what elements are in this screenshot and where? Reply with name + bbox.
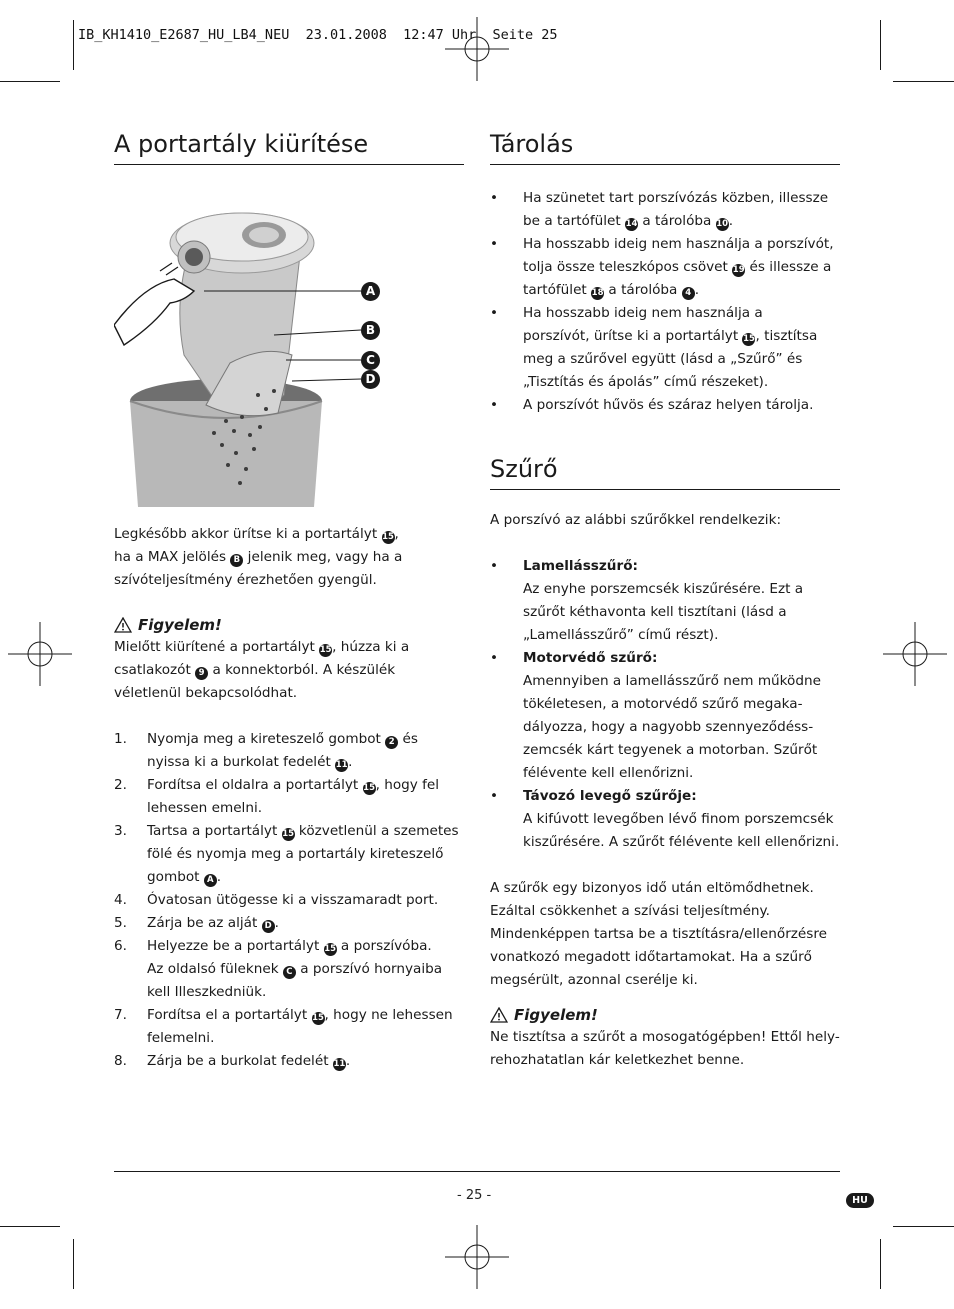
filter-intro: A porszívó az alábbi szűrőkkel rendelkezik: xyxy=(490,512,782,528)
callout-c: C xyxy=(361,351,380,370)
dust-container-illustration xyxy=(114,195,464,507)
step-item: 8. Zárja be a burkolat fedelét 11. xyxy=(114,1050,464,1073)
warning-text: Mielőtt kiürítené a portartályt 15, húzza ki a csatlakozót 9 a konnektorból. A készülék véletlenül bekapcsolódhat. xyxy=(114,639,410,701)
print-slug: IB_KH1410_E2687_HU_LB4_NEU 23.01.2008 12:47 Uhr Seite 25 xyxy=(78,27,558,43)
section-title-empty-dust-container: A portartály kiürítése xyxy=(114,128,464,165)
page-number: - 25 - xyxy=(457,1188,492,1203)
step-number: 1. xyxy=(114,731,127,747)
reference-number-badge: C xyxy=(283,966,296,979)
section-title-storage: Tárolás xyxy=(490,128,840,165)
reference-number-badge: D xyxy=(262,920,275,933)
reference-number-badge: 11 xyxy=(335,760,348,770)
reference-number-badge: 14 xyxy=(625,219,638,229)
reference-number-badge: 15 xyxy=(324,944,337,954)
step-number: 3. xyxy=(114,823,127,839)
step-number: 8. xyxy=(114,1053,127,1069)
reference-number-badge: B xyxy=(230,554,243,567)
crop-mark xyxy=(73,20,74,70)
step-number: 7. xyxy=(114,1007,127,1023)
step-number: 6. xyxy=(114,938,127,954)
filter-item: • Távozó levegő szűrője: A kifúvott levegőben lévő finom porszemcsék kiszűrésére. A szűrőt félévente kell ellenőrizni. xyxy=(490,785,840,854)
step-number: 4. xyxy=(114,892,127,908)
storage-item: • Ha hosszabb ideig nem használja a porszívót, tolja össze teleszkópos csövet 19 és illessze a tartófület 18 a tárolóba 4 . xyxy=(490,233,840,302)
filter-item: • Motorvédő szűrő: Amennyiben a lamellásszűrő nem működne tökéletesen, a motorvédő szűrő megaka- dályozza, hogy a nagyobb szennyeződéss- zemcsék kárt tegyenek a motorban. Szűrőt félévente kell ellenőrizni. xyxy=(490,647,840,785)
section-title-filter: Szűrő xyxy=(490,453,840,490)
reference-number-badge: 15 xyxy=(282,829,295,839)
callout-b: B xyxy=(361,321,380,340)
intro-text: Legkésőbb akkor ürítse ki a portartályt 15, ha a MAX jelölés B jelenik meg, vagy ha a szívóteljesítmény érezhetően gyengül. xyxy=(114,526,403,588)
reference-number-badge: 4 xyxy=(682,287,695,300)
storage-list xyxy=(490,187,840,417)
step-number: 5. xyxy=(114,915,127,931)
step-item: 6. Helyezze be a portartályt 15 a porszívóba. Az oldalsó füleknek C a porszívó hornyaiba kell Illeszkedniük. xyxy=(114,935,464,1004)
reference-number-badge: A xyxy=(204,874,217,887)
warning-title: Figyelem! xyxy=(138,616,222,634)
storage-item: • Ha hosszabb ideig nem használja a porszívót, ürítse ki a portartályt 15, tisztítsa meg a szűrővel együtt (lásd a „Szűrő” és „Tisztítás és ápolás” című részeket). xyxy=(490,302,840,394)
filter-list xyxy=(490,555,840,854)
step-item: 4. Óvatosan ütögesse ki a visszamaradt port. xyxy=(114,889,464,912)
reference-number-badge: 15 xyxy=(312,1013,324,1023)
filter-warning-text: Ne tisztítsa a szűrőt a mosogatógépben! Ettől hely- rehozhatatlan kár keletkezhet benne. xyxy=(490,1029,840,1068)
reference-number-badge: 15 xyxy=(363,783,375,793)
step-item: 5. Zárja be az alját D . xyxy=(114,912,464,935)
warning-triangle-icon xyxy=(114,617,132,633)
warning-heading xyxy=(114,614,464,636)
registration-mark-icon xyxy=(883,622,947,686)
reference-number-badge: 18 xyxy=(591,288,604,298)
footer-rule xyxy=(114,1171,840,1172)
crop-mark xyxy=(880,1239,881,1289)
reference-number-badge: 11 xyxy=(333,1059,346,1069)
crop-mark xyxy=(0,1226,60,1227)
filter-warning-box xyxy=(490,1004,840,1072)
filter-item-title: Lamellásszűrő: xyxy=(523,558,638,574)
reference-number-badge: 2 xyxy=(385,736,398,749)
right-column xyxy=(490,128,840,1072)
reference-number-badge: 19 xyxy=(732,265,745,275)
crop-mark xyxy=(73,1239,74,1289)
intro-paragraph xyxy=(114,523,464,592)
warning-box xyxy=(114,614,464,705)
crop-mark xyxy=(893,81,954,82)
step-item: 3. Tartsa a portartályt 15 közvetlenül a szemetes fölé és nyomja meg a portartály kireteszelő gombot A . xyxy=(114,820,464,889)
registration-mark-icon xyxy=(8,622,72,686)
step-item: 7. Fordítsa el a portartályt 15, hogy ne lehessen felemelni. xyxy=(114,1004,464,1050)
reference-number-badge: 15 xyxy=(743,334,755,344)
crop-mark xyxy=(880,20,881,70)
warning-triangle-icon xyxy=(490,1007,508,1023)
reference-number-badge: 10 xyxy=(716,219,729,229)
filter-item-title: Motorvédő szűrő: xyxy=(523,650,658,666)
filter-warning-title: Figyelem! xyxy=(514,1006,598,1024)
vacuum-dust-container-icon xyxy=(114,195,464,507)
reference-number-badge: 15 xyxy=(319,645,332,655)
callout-a: A xyxy=(361,282,380,301)
step-item: 1. Nyomja meg a kireteszelő gombot 2 és nyissa ki a burkolat fedelét 11. xyxy=(114,728,464,774)
step-number: 2. xyxy=(114,777,127,793)
reference-number-badge: 9 xyxy=(195,667,208,680)
language-badge: HU xyxy=(846,1193,874,1208)
filter-item-title: Távozó levegő szűrője: xyxy=(523,788,697,804)
steps-list xyxy=(114,728,464,1073)
filter-warning-heading xyxy=(490,1004,840,1026)
crop-mark xyxy=(0,81,60,82)
storage-item: • A porszívót hűvös és száraz helyen tárolja. xyxy=(490,394,840,417)
left-column xyxy=(114,128,464,1073)
filter-note: A szűrők egy bizonyos idő után eltömődhetnek. Ezáltal csökkenhet a szívási teljesítmény. Mindenképpen tartsa be a tisztításra/ellenőrzésre vonatkozó megadott időtartamokat. Ha a szűrő megsérült, azonnal cserélje ki. xyxy=(490,880,828,988)
callout-d: D xyxy=(361,370,380,389)
registration-mark-icon xyxy=(445,1225,509,1289)
storage-item: • Ha szünetet tart porszívózás közben, illessze be a tartófület 14 a tárolóba 10. xyxy=(490,187,840,233)
filter-item: • Lamellásszűrő: Az enyhe porszemcsék kiszűrésére. Ezt a szűrőt kéthavonta kell tisztítani (lásd a „Lamellásszűrő” című részt). xyxy=(490,555,840,647)
step-item: 2. Fordítsa el oldalra a portartályt 15, hogy fel lehessen emelni. xyxy=(114,774,464,820)
reference-number-badge: 15 xyxy=(382,532,394,542)
crop-mark xyxy=(893,1226,954,1227)
